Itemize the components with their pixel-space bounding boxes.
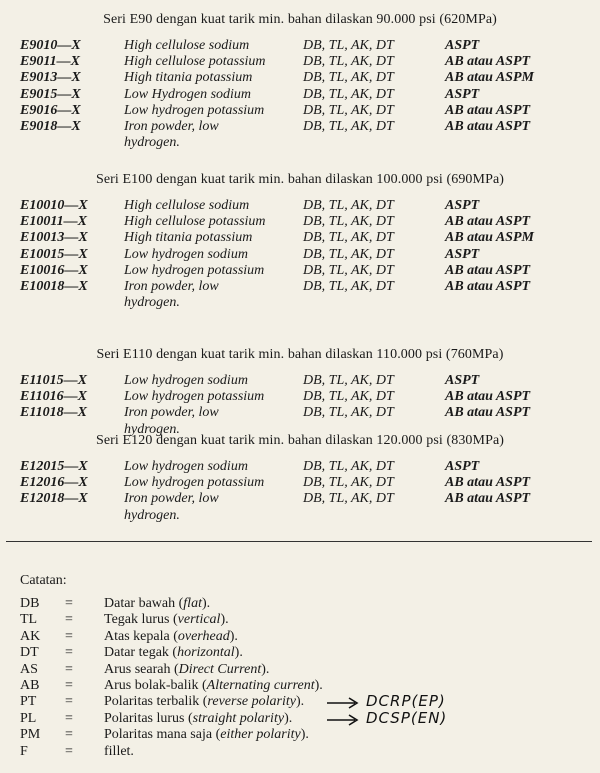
- table-row: [0, 459, 600, 475]
- weld-positions: DB, TL, AK, DT: [303, 373, 394, 388]
- electrode-code: E10011—X: [20, 214, 87, 230]
- note-text: Polaritas terbalik (: [104, 694, 208, 710]
- note-item: [20, 678, 580, 694]
- note-abbreviation: PL: [20, 710, 37, 726]
- note-text: Tegak lurus (: [104, 612, 178, 628]
- note-description: [104, 694, 304, 710]
- note-term: straight polarity: [192, 710, 285, 726]
- note-abbreviation: F: [20, 743, 28, 759]
- note-text: Polaritas mana saja (: [104, 727, 221, 743]
- weld-positions: DB, TL, AK, DT: [303, 70, 394, 86]
- note-term: Alternating current: [206, 678, 315, 693]
- note-end: ).: [295, 694, 305, 710]
- note-equals: =: [65, 596, 73, 611]
- weld-positions: DB, TL, AK, DT: [303, 38, 394, 53]
- table-row: [0, 263, 600, 279]
- electrode-code: E11016—X: [20, 389, 87, 405]
- welding-current: AB atau ASPT: [445, 405, 531, 421]
- weld-positions: DB, TL, AK, DT: [303, 102, 394, 118]
- weld-positions: DB, TL, AK, DT: [303, 119, 394, 134]
- electrode-code: E11015—X: [20, 373, 87, 388]
- note-item: [20, 708, 580, 727]
- note-term: flat: [183, 596, 202, 611]
- note-term: vertical: [177, 612, 221, 628]
- handwritten-arrow-icon: [325, 713, 361, 727]
- electrode-type: Low Hydrogen sodium: [124, 86, 252, 102]
- handwritten-arrow-icon: [325, 696, 361, 710]
- welding-current: AB atau ASPT: [445, 475, 531, 491]
- table-row: [0, 103, 600, 119]
- note-end: ).: [300, 727, 309, 743]
- note-equals: =: [65, 727, 73, 743]
- electrode-type: High cellulose potassium: [124, 54, 266, 70]
- welding-current: AB atau ASPT: [445, 389, 531, 405]
- table-row: [0, 475, 600, 491]
- electrode-type-continuation: hydrogen.: [124, 507, 180, 523]
- electrode-code: E10010—X: [20, 198, 88, 213]
- welding-current: AB atau ASPM: [445, 70, 534, 86]
- electrode-type: High cellulose sodium: [124, 198, 250, 213]
- table-row: [0, 405, 600, 421]
- note-item: [20, 612, 580, 628]
- electrode-type: Low hydrogen sodium: [124, 246, 248, 262]
- series-title: Seri E90 dengan kuat tarik min. bahan dilaskan 90.000 psi (620MPa): [103, 12, 497, 27]
- note-text: Arus searah (: [104, 661, 179, 677]
- electrode-code: E10016—X: [20, 262, 88, 278]
- electrode-code: E9010—X: [20, 38, 81, 53]
- welding-current: ASPT: [445, 38, 480, 53]
- electrode-code: E9018—X: [20, 119, 81, 134]
- note-abbreviation: AS: [20, 661, 38, 677]
- note-term: overhead: [177, 628, 230, 644]
- note-equals: =: [65, 661, 73, 677]
- note-end: ).: [201, 596, 211, 611]
- table-row: [0, 70, 600, 86]
- electrode-code: E9015—X: [20, 86, 81, 102]
- welding-current: ASPT: [445, 373, 480, 388]
- table-row: [0, 373, 600, 389]
- welding-current: AB atau ASPT: [445, 262, 531, 278]
- note-equals: =: [65, 743, 73, 759]
- series-title: Seri E110 dengan kuat tarik min. bahan dilaskan 110.000 psi (760MPa): [96, 347, 504, 362]
- note-item: [20, 744, 580, 760]
- electrode-type-continuation: hydrogen.: [124, 295, 180, 311]
- table-row: [0, 198, 600, 214]
- weld-positions: DB, TL, AK, DT: [303, 230, 394, 246]
- note-abbreviation: AK: [20, 628, 41, 644]
- note-description: [104, 727, 309, 743]
- note-equals: =: [65, 710, 73, 726]
- note-equals: =: [65, 612, 73, 628]
- table-row: [0, 119, 600, 135]
- note-end: ).: [314, 678, 323, 693]
- weld-positions: DB, TL, AK, DT: [303, 279, 394, 294]
- weld-positions: DB, TL, AK, DT: [303, 405, 394, 421]
- note-abbreviation: PM: [20, 727, 41, 743]
- welding-current: ASPT: [445, 86, 480, 102]
- welding-current: AB atau ASPT: [445, 54, 531, 70]
- electrode-code: E10018—X: [20, 279, 88, 294]
- note-item: [20, 662, 580, 678]
- electrode-type: Low hydrogen potassium: [124, 262, 265, 278]
- note-end: ).: [229, 628, 238, 644]
- note-abbreviation: PT: [20, 694, 37, 710]
- welding-current: AB atau ASPT: [445, 214, 531, 230]
- note-term: horizontal: [177, 645, 235, 661]
- weld-positions: DB, TL, AK, DT: [303, 389, 394, 405]
- note-description: [104, 629, 238, 645]
- note-item: [20, 629, 580, 645]
- note-item: [20, 727, 580, 743]
- table-row: [0, 54, 600, 70]
- series-title: Seri E100 dengan kuat tarik min. bahan dilaskan 100.000 psi (690MPa): [95, 172, 505, 187]
- electrode-code: E9013—X: [20, 70, 81, 86]
- electrode-code: E9016—X: [20, 102, 81, 118]
- note-equals: =: [65, 678, 73, 693]
- electrode-type-continuation: hydrogen.: [124, 421, 180, 437]
- electrode-type: Iron powder, low: [124, 405, 219, 421]
- weld-positions: DB, TL, AK, DT: [303, 198, 394, 213]
- electrode-code: E12015—X: [20, 459, 88, 474]
- electrode-type: Low hydrogen sodium: [124, 373, 248, 388]
- note-equals: =: [65, 628, 73, 644]
- electrode-type-continuation: hydrogen.: [124, 135, 180, 151]
- welding-current: AB atau ASPM: [445, 230, 534, 246]
- note-text: Polaritas lurus (: [104, 710, 193, 726]
- note-end: ).: [284, 710, 293, 726]
- weld-positions: DB, TL, AK, DT: [303, 86, 394, 102]
- electrode-code: E10013—X: [20, 230, 88, 246]
- welding-current: ASPT: [445, 459, 480, 474]
- weld-positions: DB, TL, AK, DT: [303, 459, 394, 474]
- electrode-type: Iron powder, low: [124, 119, 219, 134]
- welding-current: ASPT: [445, 198, 480, 213]
- weld-positions: DB, TL, AK, DT: [303, 475, 394, 491]
- note-abbreviation: TL: [20, 612, 38, 628]
- weld-positions: DB, TL, AK, DT: [303, 246, 394, 262]
- electrode-type: Iron powder, low: [124, 279, 219, 294]
- electrode-type: High titania potassium: [124, 70, 253, 86]
- note-text: Atas kepala (: [104, 628, 178, 644]
- electrode-code: E11018—X: [20, 405, 87, 421]
- table-row: [0, 389, 600, 405]
- handwritten-note-pt: DCRP(EP): [366, 692, 446, 711]
- table-row: [0, 38, 600, 54]
- note-description: [104, 744, 134, 760]
- electrode-code: E10015—X: [20, 246, 88, 262]
- table-row: [0, 247, 600, 263]
- welding-current: AB atau ASPT: [445, 279, 531, 294]
- welding-current: ASPT: [445, 246, 480, 262]
- note-description: [104, 678, 323, 694]
- electrode-type: Low hydrogen potassium: [124, 102, 265, 118]
- welding-current: AB atau ASPT: [445, 119, 531, 134]
- note-item: [20, 694, 580, 710]
- electrode-type: Low hydrogen sodium: [124, 459, 248, 474]
- note-text: Datar bawah (: [104, 596, 184, 611]
- electrode-code: E12016—X: [20, 475, 88, 491]
- note-description: [104, 711, 292, 727]
- electrode-type: Low hydrogen potassium: [124, 389, 265, 405]
- table-row: [0, 491, 600, 507]
- table-row: [0, 214, 600, 230]
- electrode-code: E9011—X: [20, 54, 80, 70]
- note-end: ).: [234, 645, 243, 661]
- note-description: [104, 612, 229, 628]
- table-row: [0, 279, 600, 295]
- note-term: Direct Current: [178, 661, 262, 677]
- weld-positions: DB, TL, AK, DT: [303, 262, 394, 278]
- welding-current: AB atau ASPT: [445, 102, 531, 118]
- series-title: Seri E120 dengan kuat tarik min. bahan dilaskan 120.000 psi (830MPa): [95, 433, 505, 448]
- note-term: reverse polarity: [207, 694, 296, 710]
- note-item: [20, 596, 580, 612]
- table-row: [0, 230, 600, 246]
- note-equals: =: [65, 694, 73, 710]
- note-text: Datar tegak (: [104, 645, 178, 661]
- note-description: [104, 645, 243, 661]
- note-equals: =: [65, 645, 73, 661]
- electrode-code: E12018—X: [20, 491, 88, 507]
- welding-current: AB atau ASPT: [445, 491, 531, 507]
- electrode-type: Iron powder, low: [124, 491, 219, 507]
- weld-positions: DB, TL, AK, DT: [303, 214, 394, 230]
- handwritten-note-pl: DCSP(EN): [366, 708, 448, 727]
- note-description: [104, 662, 269, 678]
- electrode-type: High cellulose potassium: [124, 214, 266, 230]
- note-text: fillet.: [104, 743, 134, 759]
- note-term: either polarity: [220, 727, 301, 743]
- section-divider: [6, 541, 592, 542]
- note-end: ).: [220, 612, 229, 628]
- note-end: ).: [261, 661, 270, 677]
- electrode-type: Low hydrogen potassium: [124, 475, 265, 491]
- note-description: [104, 596, 210, 612]
- notes-title: Catatan:: [20, 573, 67, 588]
- note-abbreviation: AB: [20, 678, 40, 693]
- electrode-type: High cellulose sodium: [124, 38, 250, 53]
- electrode-type: High titania potassium: [124, 230, 253, 246]
- note-abbreviation: DB: [20, 596, 40, 611]
- note-item: [20, 645, 580, 661]
- note-abbreviation: DT: [20, 645, 39, 661]
- weld-positions: DB, TL, AK, DT: [303, 54, 394, 70]
- note-text: Arus bolak-balik (: [104, 678, 207, 693]
- weld-positions: DB, TL, AK, DT: [303, 491, 394, 507]
- table-row: [0, 87, 600, 103]
